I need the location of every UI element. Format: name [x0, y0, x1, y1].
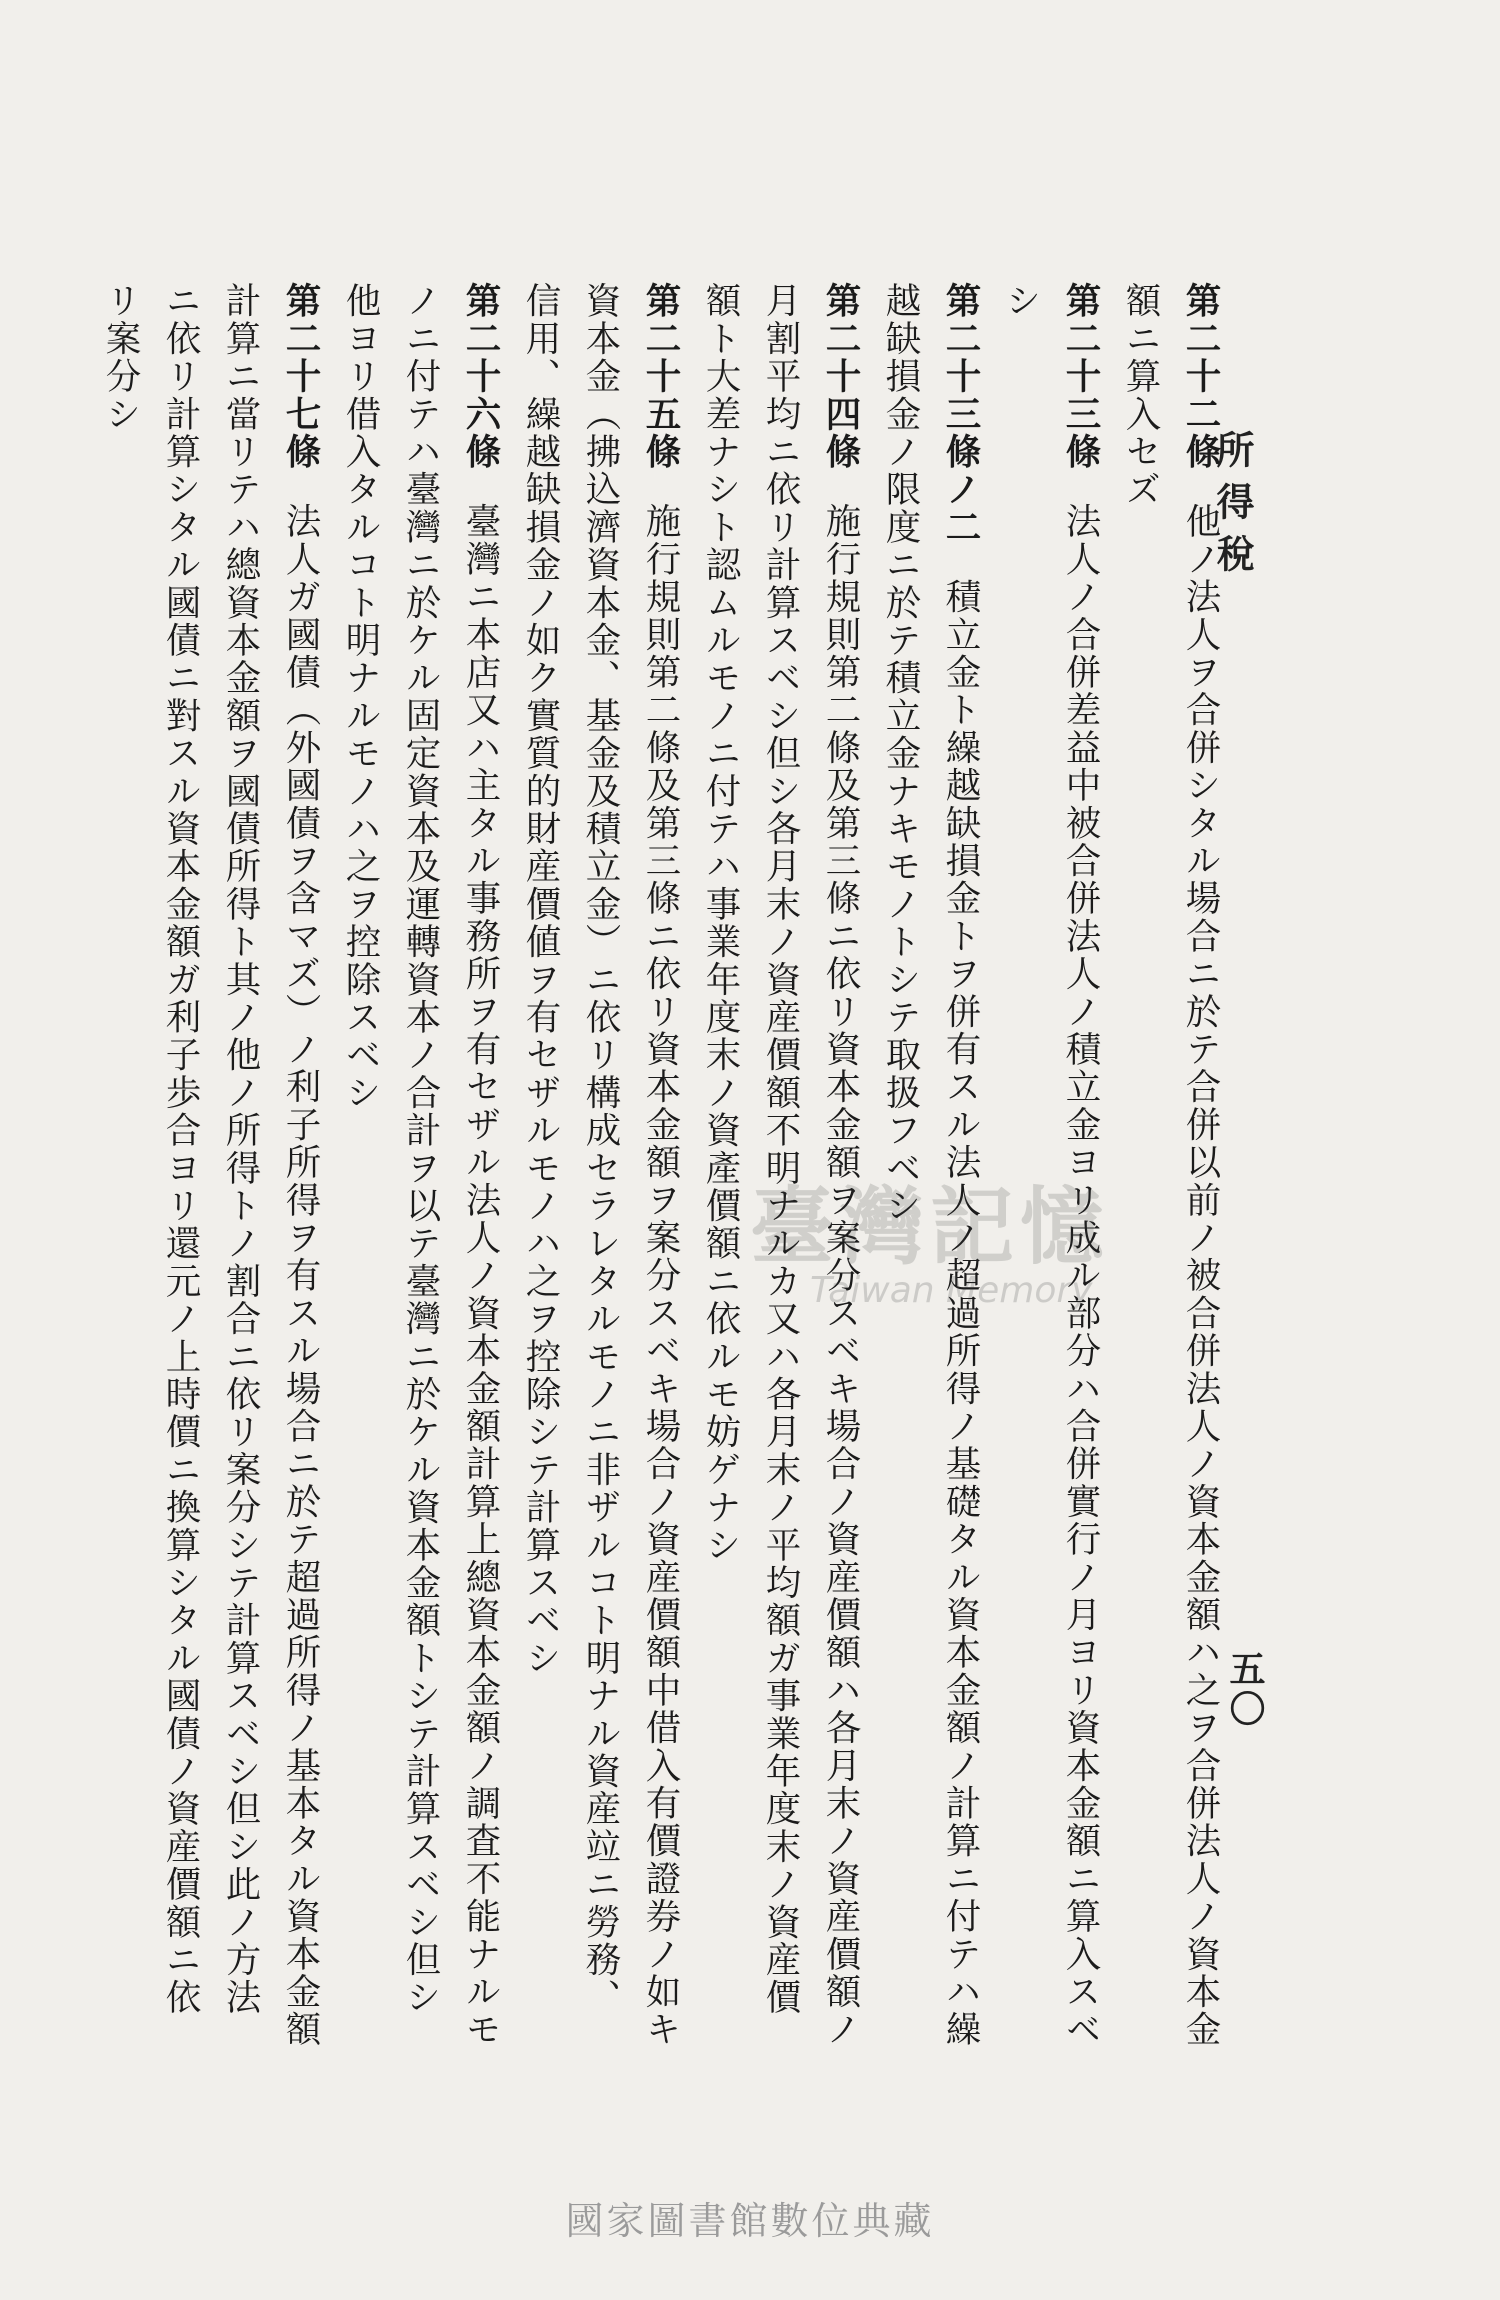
article-number: 第二十六條 — [460, 282, 501, 471]
article-number: 第二十四條 — [820, 282, 861, 471]
footer-credit: 國家圖書館數位典藏 — [565, 2199, 935, 2243]
article-text: 施行規則第二條及第三條ニ依リ資本金額ヲ案分スベキ場合ノ資産價額ハ各月末ノ資産價額ノ月割平均ニ依リ計算スベシ但シ各月末ノ資産價額不明ナルカ又ハ各月末ノ平均額ガ事業年度末ノ資産價額ト大差ナシト認ムルモノニ付テハ事業年度末ノ資產價額ニ依ルモ妨ゲナシ — [700, 282, 861, 2049]
article-text: 法人ノ合併差益中被合併法人ノ積立金ヨリ成ル部分ハ合併實行ノ月ヨリ資本金額ニ算入スベシ — [1000, 282, 1101, 2049]
article-26 — [330, 282, 510, 2052]
article-25 — [510, 282, 690, 2052]
article-text: 施行規則第二條及第三條ニ依リ資本金額ヲ案分スベキ場合ノ資産價額中借入有價證券ノ如キ資本金（拂込濟資本金、基金及積立金）ニ依リ構成セラレタルモノニ非ザルコト明ナル資産竝ニ勞務、信用、繰越缺損金ノ如ク實質的財産價値ヲ有セザルモノハ之ヲ控除シテ計算スベシ — [520, 282, 681, 2049]
article-text: 法人ガ國債（外國債ヲ含マズ）ノ利子所得ヲ有スル場合ニ於テ超過所得ノ基本タル資本金額計算ニ當リテハ總資本金額ヲ國債所得ト其ノ他ノ所得トノ割合ニ依リ案分シテ計算スベシ但シ此ノ方法ニ依リ計算シタル國債ニ對スル資本金額ガ利子歩合ヨリ還元ノ上時價ニ換算シタル國債ノ資産價額ニ依リ案分シ — [100, 282, 321, 2049]
article-text: 積立金ト繰越缺損金トヲ併有スル法人ノ超過所得ノ基礎タル資本金額ノ計算ニ付テハ繰越缺損金ノ限度ニ於テ積立金ナキモノトシテ取扱フベシ — [880, 282, 981, 2049]
running-title: 所得稅 — [1210, 430, 1255, 586]
article-number: 第二十二條 — [1180, 282, 1221, 471]
watermark-subtitle: Taiwan Memory — [810, 1270, 1093, 1311]
article-text: 臺灣ニ本店又ハ主タル事務所ヲ有セザル法人ノ資本金額計算上總資本金額ノ調査不能ナルモノニ付テハ臺灣ニ於ケル固定資本及運轉資本ノ合計ヲ以テ臺灣ニ於ケル資本金額トシテ計算スベシ但シ他ヨリ借入タルコト明ナルモノハ之ヲ控除スベシ — [340, 282, 501, 2049]
article-number: 第二十三條ノ二 — [940, 282, 981, 546]
article-22 — [1110, 282, 1230, 2052]
page-number: 五〇 — [1224, 1650, 1266, 1730]
article-number: 第二十三條 — [1060, 282, 1101, 471]
article-27 — [90, 282, 330, 2052]
article-number: 第二十五條 — [640, 282, 681, 471]
article-text: 他ノ法人ヲ合併シタル場合ニ於テ合併以前ノ被合併法人ノ資本金額ハ之ヲ合併法人ノ資本金額ニ算入セズ — [1120, 282, 1221, 2049]
watermark-stamp: 臺灣記憶 — [750, 1177, 1111, 1276]
article-number: 第二十七條 — [280, 282, 321, 471]
